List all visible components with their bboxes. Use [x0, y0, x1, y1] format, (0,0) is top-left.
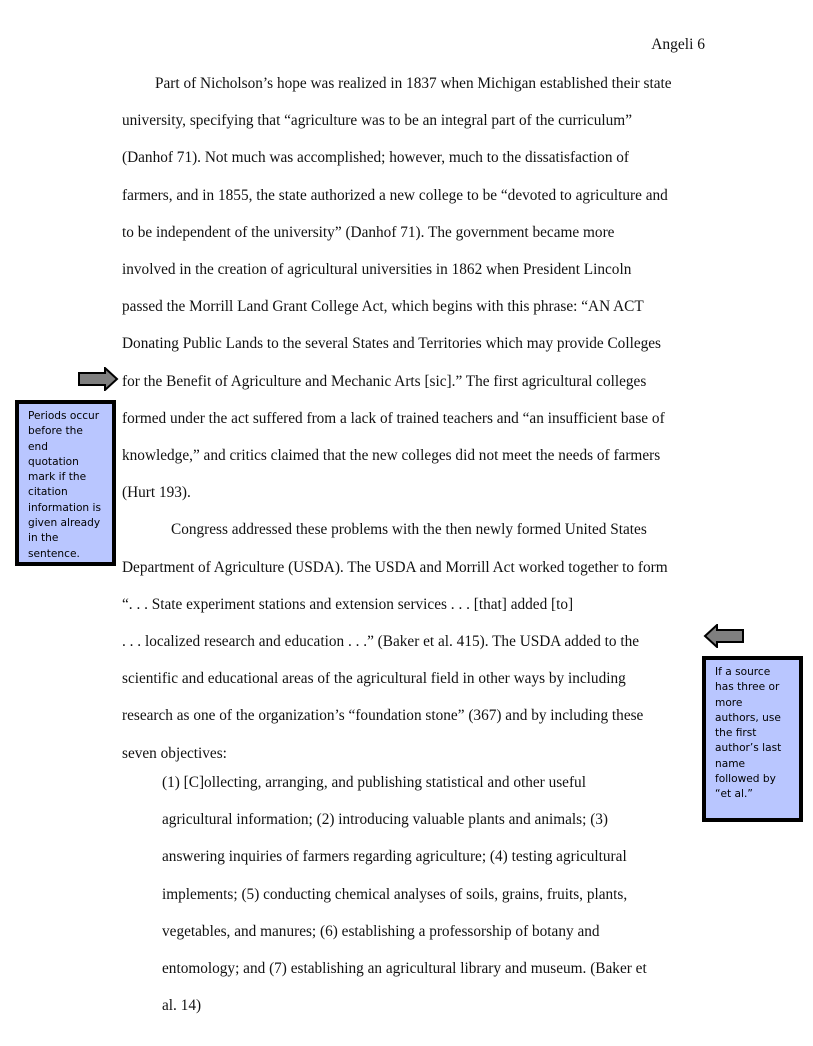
note-left-line-7: information is — [28, 501, 101, 514]
p1-line-6: involved in the creation of agricultural universities in 1862 when President Lincoln — [122, 261, 632, 279]
note-left-line-5: mark if the — [28, 471, 87, 484]
p1-line-2: university, specifying that “agriculture was to be an integral part of the curriculum” — [122, 112, 632, 130]
p1-line-5: to be independent of the university” (Danhof 71). The government became more — [122, 223, 615, 241]
p1-line-12: (Hurt 193). — [122, 484, 191, 502]
p1-line-4: farmers, and in 1855, the state authorized a new college to be “devoted to agriculture and — [122, 186, 668, 204]
note-right-line-2: has three or — [715, 681, 780, 694]
note-right-line-6: author’s last — [715, 742, 782, 755]
quote-line-5: vegetables, and manures; (6) establishing a professorship of botany and — [162, 922, 600, 940]
annotation-periods-note — [15, 400, 116, 566]
annotation-et-al-note — [702, 656, 803, 822]
p2-line-6: research as one of the organization’s “foundation stone” (367) and by including these — [122, 707, 644, 725]
p1-line-8: Donating Public Lands to the several States and Territories which may provide Colleges — [122, 335, 662, 353]
quote-line-6: entomology; and (7) establishing an agricultural library and museum. (Baker et — [162, 960, 647, 978]
p2-line-1: Congress addressed these problems with the then newly formed United States — [171, 521, 647, 539]
quote-line-3: answering inquiries of farmers regarding agriculture; (4) testing agricultural — [162, 848, 627, 866]
note-left-line-10: sentence. — [28, 547, 80, 560]
p1-line-1: Part of Nicholson’s hope was realized in 1837 when Michigan established their state — [155, 75, 672, 92]
note-right-line-7: name — [715, 757, 746, 770]
running-head: Angeli 6 — [651, 36, 705, 53]
note-left-line-4: quotation — [28, 455, 79, 468]
note-right-line-1: If a source — [715, 666, 771, 678]
p1-line-10: formed under the act suffered from a lack of trained teachers and “an insufficient base of — [122, 409, 665, 427]
note-right-line-3: more — [715, 696, 743, 709]
note-left-line-9: in the — [28, 532, 59, 545]
p1-line-3: (Danhof 71). Not much was accomplished; however, much to the dissatisfaction of — [122, 149, 630, 167]
note-left-line-8: given already — [28, 517, 101, 530]
p1-line-11: knowledge,” and critics claimed that the new colleges did not meet the needs of farmers — [122, 447, 661, 465]
arrow-right-icon — [77, 367, 119, 391]
note-left-line-1: Periods occur — [28, 410, 100, 422]
note-left-line-2: before the — [28, 425, 83, 438]
note-left-line-6: citation — [28, 486, 68, 499]
p2-line-2: Department of Agriculture (USDA). The USDA and Morrill Act worked together to form — [122, 558, 668, 576]
quote-line-1: (1) [C]ollecting, arranging, and publishing statistical and other useful — [162, 774, 586, 791]
block-quote — [162, 764, 702, 1024]
note-right-line-5: the first — [715, 727, 757, 740]
p2-line-3: “. . . State experiment stations and extension services . . . [that] added [to] — [122, 595, 574, 613]
body-text — [122, 65, 712, 772]
p2-line-4: . . . localized research and education . . .” (Baker et al. 415). The USDA added to the — [122, 633, 640, 651]
note-left-line-3: end — [28, 440, 48, 453]
p1-line-9: for the Benefit of Agriculture and Mechanic Arts [sic].” The first agricultural colleges — [122, 372, 647, 390]
p1-line-7: passed the Morrill Land Grant College Act, which begins with this phrase: “AN ACT — [122, 298, 644, 316]
note-right-line-8: followed by — [715, 773, 776, 786]
quote-line-7: al. 14) — [162, 997, 202, 1015]
note-right-line-4: authors, use — [715, 711, 781, 724]
p2-line-5: scientific and educational areas of the agricultural field in other ways by including — [122, 670, 626, 688]
quote-line-4: implements; (5) conducting chemical analyses of soils, grains, fruits, plants, — [162, 885, 628, 903]
arrow-left-icon — [703, 624, 745, 648]
quote-line-2: agricultural information; (2) introducing valuable plants and animals; (3) — [162, 811, 609, 829]
p2-line-7: seven objectives: — [122, 744, 227, 762]
note-right-line-9: “et al.” — [715, 788, 753, 801]
